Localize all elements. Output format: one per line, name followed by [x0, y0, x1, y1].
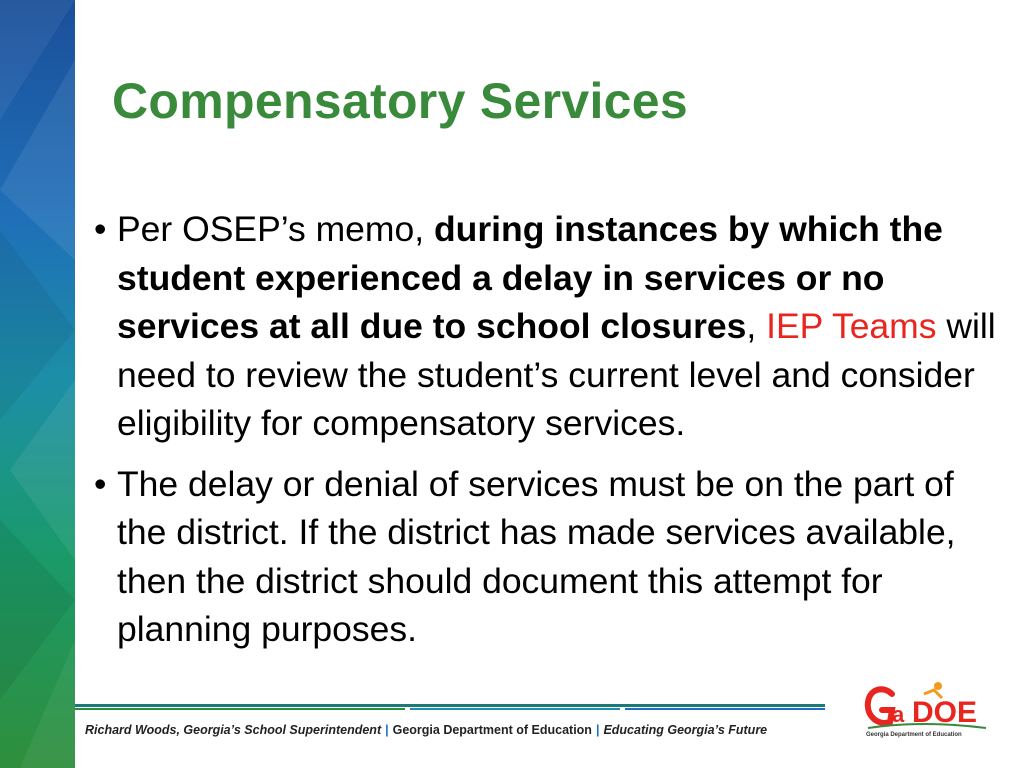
- bullet-marker: •: [94, 463, 107, 504]
- gadoe-logo-mark: [862, 680, 990, 732]
- bullet-text: The delay or denial of services must be on the part of the district. If the district has made services available, then the district should document this attempt for planning purposes.: [117, 463, 956, 649]
- bullet-item: [92, 460, 997, 654]
- svg-text:a: a: [892, 702, 905, 727]
- bullet-item: [92, 205, 997, 448]
- gadoe-logo: [862, 680, 990, 742]
- footer-text: [85, 723, 767, 737]
- bullet-text: ,: [746, 306, 767, 346]
- footer-superintendent: Richard Woods, Georgia’s School Superintendent: [85, 723, 382, 737]
- footer-department: Georgia Department of Education: [392, 723, 592, 737]
- geometric-pattern: [0, 0, 75, 768]
- logo-subtitle: Georgia Department of Education: [866, 732, 962, 738]
- footer-divider: [75, 704, 825, 711]
- svg-text:DOE: DOE: [912, 696, 978, 729]
- bullet-text: will need to review the student’s current level and consider eligibility for compensatory services.: [117, 306, 996, 443]
- bullet-list: [92, 205, 997, 666]
- footer-separator: |: [595, 723, 600, 737]
- bullet-text: Per OSEP’s memo,: [117, 209, 434, 249]
- footer-separator: |: [385, 723, 389, 737]
- footer-motto: Educating Georgia’s Future: [603, 723, 768, 737]
- decorative-side-band: [0, 0, 75, 768]
- highlighted-text: IEP Teams: [766, 306, 937, 346]
- slide-title: Compensatory Services: [112, 73, 689, 129]
- bold-text: during instances by which the student experienced a delay in services or no services at all due to school closures: [117, 209, 943, 346]
- bullet-marker: •: [94, 209, 107, 249]
